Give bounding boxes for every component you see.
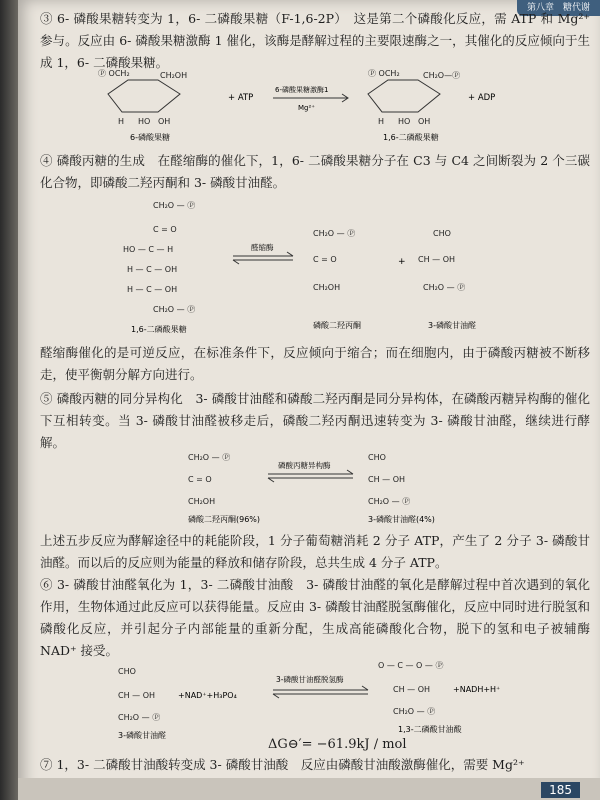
- reaction2-substrate-label: 1,6-二磷酸果糖: [131, 325, 187, 334]
- svg-text:CH₂OH: CH₂OH: [313, 283, 341, 292]
- paragraph-step7: ⑦ 1，3- 二磷酸甘油酸转变成 3- 磷酸甘油酸 反应由磷酸甘油酸激酶催化，需要 Mg²⁺: [40, 757, 525, 772]
- book-page: [18, 0, 600, 800]
- reaction4-enzyme: 3-磷酸甘油醛脱氢酶: [276, 675, 344, 684]
- reaction1-atp: + ATP: [228, 93, 254, 103]
- svg-text:OH: OH: [418, 117, 431, 126]
- svg-text:CH₂O — Ⓟ: CH₂O — Ⓟ: [423, 283, 466, 292]
- reaction-isomerase: [168, 450, 488, 530]
- paragraph-aldolase-note: 醛缩酶催化的是可逆反应，在标准条件下，反应倾向于缩合；而在细胞内，由于磷酸丙糖被不断移走，使平衡朝分解方向进行。: [40, 345, 590, 382]
- svg-text:HO: HO: [138, 117, 151, 126]
- page-footer: [18, 778, 600, 800]
- svg-text:C = O: C = O: [153, 225, 177, 234]
- svg-text:CH₂O — Ⓟ: CH₂O — Ⓟ: [188, 453, 231, 462]
- svg-text:CH₂O — Ⓟ: CH₂O — Ⓟ: [118, 713, 161, 722]
- chapter-header: 第八章 糖代谢: [517, 0, 600, 16]
- svg-text:O — C — O — Ⓟ: O — C — O — Ⓟ: [378, 661, 444, 670]
- delta-g-value: ΔG⊖′= −61.9kJ / mol: [268, 737, 407, 752]
- svg-text:OH: OH: [158, 117, 171, 126]
- svg-text:CH₂O — Ⓟ: CH₂O — Ⓟ: [153, 201, 196, 210]
- svg-text:HO — C — H: HO — C — H: [123, 245, 174, 254]
- svg-text:CH — OH: CH — OH: [118, 691, 155, 700]
- svg-text:CHO: CHO: [433, 229, 451, 238]
- svg-text:Ⓟ OCH₂: Ⓟ OCH₂: [368, 69, 400, 78]
- reaction1-product-label: 1,6-二磷酸果糖: [383, 133, 439, 142]
- svg-text:CH₂OH: CH₂OH: [160, 71, 188, 80]
- book-spine-edge: [0, 0, 18, 800]
- reaction4-byproducts: +NADH+H⁺: [453, 685, 501, 694]
- reaction2-product2-label: 3-磷酸甘油醛: [428, 321, 476, 330]
- paragraph-step5: ⑤ 磷酸丙糖的同分异构化 3- 磷酸甘油醛和磷酸二羟丙酮是同分异构体，在磷酸丙糖异构酶的催化下互相转变。当 3- 磷酸甘油醛被移走后，磷酸二羟丙酮迅速转变为 3- 磷酸甘油醛，继续进行酵解。: [40, 391, 590, 450]
- reaction3-substrate-label: 磷酸二羟丙酮(96%): [188, 515, 261, 524]
- svg-text:CH — OH: CH — OH: [393, 685, 430, 694]
- page-number: 185: [541, 782, 580, 798]
- svg-text:CH — OH: CH — OH: [418, 255, 455, 264]
- reaction-fructose-phosphorylation: [98, 64, 568, 146]
- svg-text:C = O: C = O: [313, 255, 337, 264]
- svg-text:CH₂O — Ⓟ: CH₂O — Ⓟ: [393, 707, 436, 716]
- reaction4-reagents: +NAD⁺+H₃PO₄: [178, 691, 237, 700]
- reaction-dehydrogenase: [108, 660, 538, 742]
- svg-text:CHO: CHO: [118, 667, 136, 676]
- svg-text:C = O: C = O: [188, 475, 212, 484]
- svg-text:H: H: [118, 117, 125, 126]
- reaction1-substrate-label: 6-磷酸果糖: [130, 133, 170, 142]
- svg-text:H — C — OH: H — C — OH: [127, 285, 178, 294]
- svg-text:CHO: CHO: [368, 453, 386, 462]
- svg-text:CH₂OH: CH₂OH: [188, 497, 216, 506]
- reaction3-enzyme: 磷酸丙糖异构酶: [278, 461, 331, 470]
- svg-text:CH — OH: CH — OH: [368, 475, 405, 484]
- svg-text:Ⓟ OCH₂: Ⓟ OCH₂: [98, 69, 130, 78]
- paragraph-step6: ⑥ 3- 磷酸甘油醛氧化为 1，3- 二磷酸甘油酸 3- 磷酸甘油醛的氧化是酵解过程中首次遇到的氧化作用，生物体通过此反应可以获得能量。反应由 3- 磷酸甘油醛脱氢酶催化，反应中同时进行脱氢和磷酸化反应，并引起分子内部能量的重新分配，生成高能磷酸化合物，脱下的氢和电子被辅酶 NAD⁺ 接受。: [40, 577, 590, 658]
- reaction4-substrate-label: 3-磷酸甘油醛: [118, 731, 166, 740]
- reaction2-plus: +: [398, 257, 406, 267]
- paragraph-step3: ③ 6- 磷酸果糖转变为 1，6- 二磷酸果糖（F-1,6-2P） 这是第二个磷酸化反应，需 ATP 和 Mg²⁺ 参与。反应由 6- 磷酸果糖激酶 1 催化，该酶是酵解过程的主要限速酶之一，其催化的反应倾向于生成 1，6- 二磷酸果糖。: [40, 11, 590, 70]
- svg-text:CH₂O — Ⓟ: CH₂O — Ⓟ: [153, 305, 196, 314]
- svg-text:H — C — OH: H — C — OH: [127, 265, 178, 274]
- svg-text:H: H: [378, 117, 385, 126]
- reaction2-product1-label: 磷酸二羟丙酮: [313, 321, 361, 330]
- svg-text:CH₂O — Ⓟ: CH₂O — Ⓟ: [368, 497, 411, 506]
- reaction-aldolase: [113, 196, 513, 336]
- reaction1-adp: + ADP: [468, 93, 496, 103]
- reaction2-enzyme: 醛缩酶: [251, 243, 274, 252]
- reaction1-enzyme: 6-磷酸果糖激酶1: [275, 86, 329, 94]
- reaction4-product-label: 1,3-二磷酸甘油酸: [398, 725, 462, 734]
- reaction3-product-label: 3-磷酸甘油醛(4%): [368, 515, 435, 524]
- svg-text:CH₂O—Ⓟ: CH₂O—Ⓟ: [423, 71, 461, 80]
- svg-text:CH₂O — Ⓟ: CH₂O — Ⓟ: [313, 229, 356, 238]
- paragraph-summary: 上述五步反应为酵解途径中的耗能阶段，1 分子葡萄糖消耗 2 分子 ATP，产生了 2 分子 3- 磷酸甘油醛。而以后的反应则为能量的释放和储存阶段，总共生成 4 分子 ATP。: [40, 533, 590, 570]
- reaction1-cofactor: Mg²⁺: [298, 104, 315, 112]
- svg-text:HO: HO: [398, 117, 411, 126]
- paragraph-step4: ④ 磷酸丙糖的生成 在醛缩酶的催化下，1，6- 二磷酸果糖分子在 C3 与 C4 之间断裂为 2 个三碳化合物，即磷酸二羟丙酮和 3- 磷酸甘油醛。: [40, 153, 590, 190]
